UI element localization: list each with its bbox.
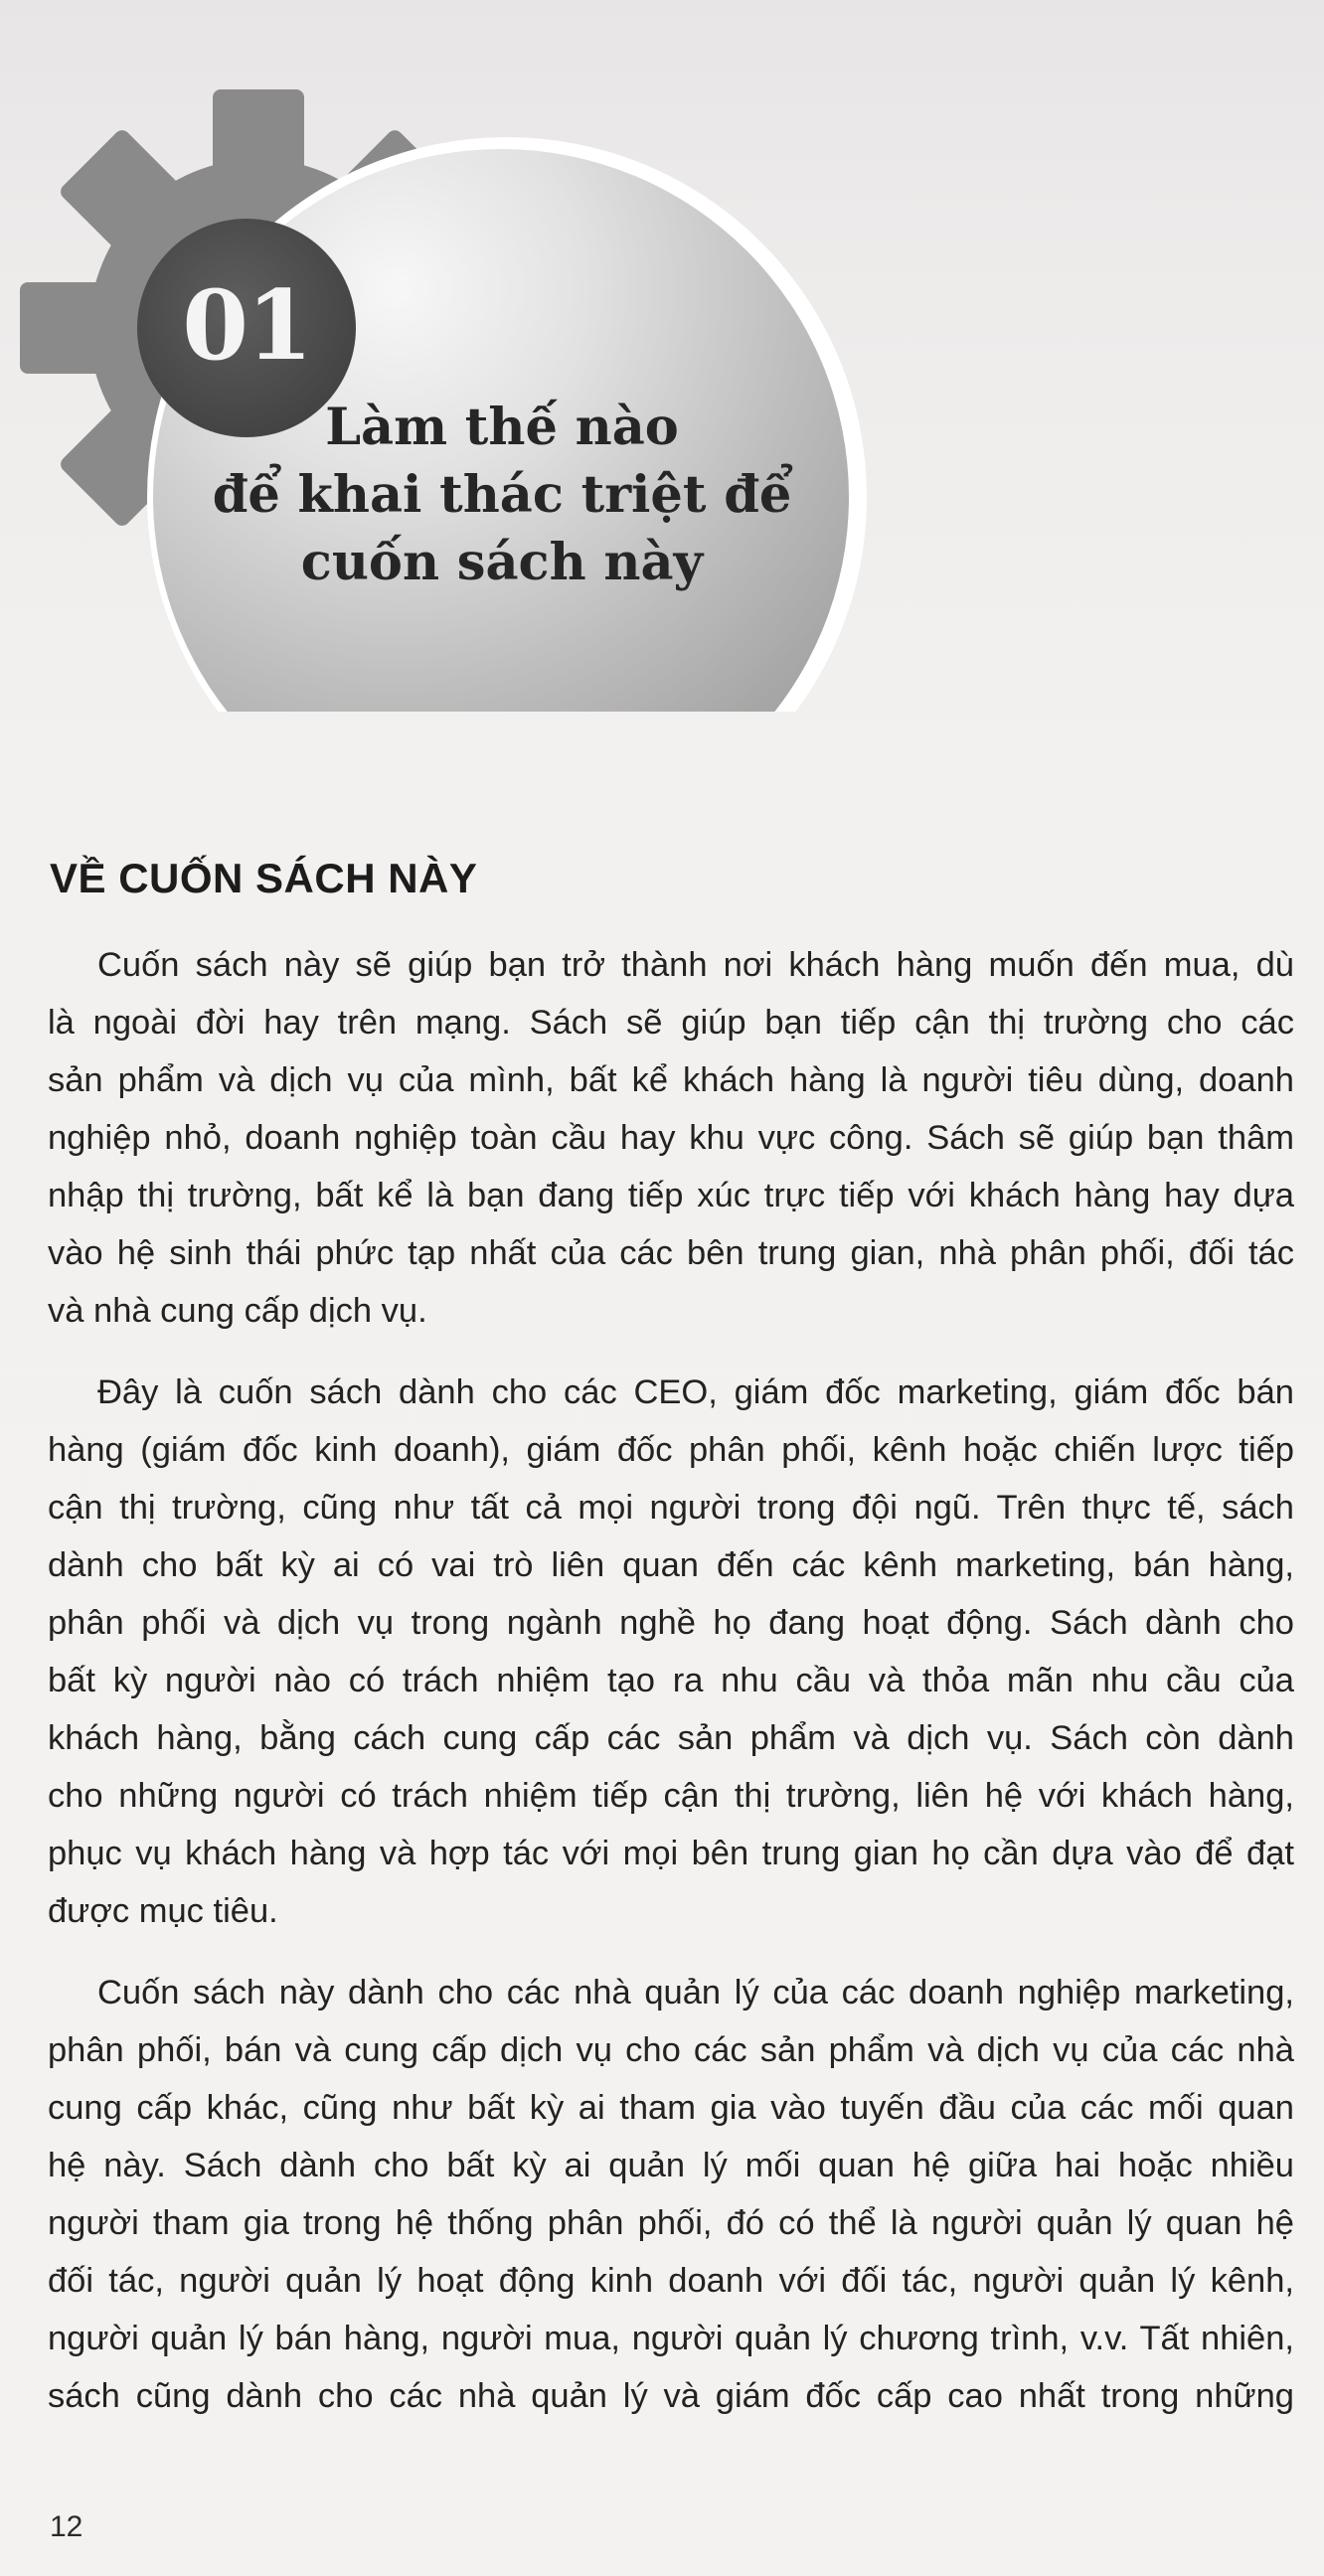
text-line: vào hệ sinh thái phức tạp nhất của các bên trung gian, nhà phân phối, đối tác [48, 1234, 1294, 1272]
chapter-title-line: cuốn sách này [300, 533, 704, 592]
text-line: cho những người có trách nhiệm tiếp cận thị trường, liên hệ với khách hàng, [48, 1777, 1294, 1815]
chapter-title-line: Làm thế nào [325, 398, 679, 457]
paragraph [48, 936, 1294, 1340]
paragraph [48, 1364, 1294, 1940]
paragraph [48, 1964, 1294, 2425]
text-line: sách cũng dành cho các nhà quản lý và giám đốc cấp cao nhất trong những [48, 2377, 1294, 2415]
text-line: người tham gia trong hệ thống phân phối, đó có thể là người quản lý quan hệ [48, 2204, 1294, 2242]
text-line: Cuốn sách này dành cho các nhà quản lý của các doanh nghiệp marketing, [97, 1974, 1294, 2012]
text-line: bất kỳ người nào có trách nhiệm tạo ra nhu cầu và thỏa mãn nhu cầu của [48, 1662, 1294, 1699]
text-line: sản phẩm và dịch vụ của mình, bất kể khách hàng là người tiêu dùng, doanh [48, 1061, 1294, 1099]
text-line: phân phối, bán và cung cấp dịch vụ cho các sản phẩm và dịch vụ của các nhà [48, 2031, 1294, 2069]
text-line: người quản lý bán hàng, người mua, người quản lý chương trình, v.v. Tất nhiên, [48, 2320, 1294, 2357]
section-heading: VỀ CUỐN SÁCH NÀY [50, 855, 478, 901]
text-line: là ngoài đời hay trên mạng. Sách sẽ giúp bạn tiếp cận thị trường cho các [48, 1004, 1294, 1042]
body-text [48, 936, 1294, 2449]
text-line: cận thị trường, cũng như tất cả mọi người trong đội ngũ. Trên thực tế, sách [48, 1489, 1294, 1527]
text-line: dành cho bất kỳ ai có vai trò liên quan đến các kênh marketing, bán hàng, [48, 1546, 1294, 1584]
page-number: 12 [50, 2510, 83, 2543]
text-line: nhập thị trường, bất kể là bạn đang tiếp xúc trực tiếp với khách hàng hay dựa [48, 1177, 1294, 1214]
text-line: phục vụ khách hàng và hợp tác với mọi bên trung gian họ cần dựa vào để đạt [48, 1835, 1294, 1872]
text-line: khách hàng, bằng cách cung cấp các sản phẩm và dịch vụ. Sách còn dành [48, 1719, 1294, 1757]
chapter-title [179, 394, 825, 596]
text-line: và nhà cung cấp dịch vụ. [48, 1292, 427, 1330]
chapter-title-line: để khai thác triệt để [212, 465, 792, 525]
text-line: đối tác, người quản lý hoạt động kinh doanh với đối tác, người quản lý kênh, [48, 2262, 1294, 2300]
text-line: phân phối và dịch vụ trong ngành nghề họ đang hoạt động. Sách dành cho [48, 1604, 1294, 1642]
chapter-number: 01 [182, 269, 311, 382]
text-line: Đây là cuốn sách dành cho các CEO, giám đốc marketing, giám đốc bán [97, 1373, 1294, 1411]
text-line: Cuốn sách này sẽ giúp bạn trở thành nơi khách hàng muốn đến mua, dù [97, 946, 1294, 984]
text-line: cung cấp khác, cũng như bất kỳ ai tham gia vào tuyến đầu của các mối quan [48, 2089, 1294, 2127]
text-line: nghiệp nhỏ, doanh nghiệp toàn cầu hay khu vực công. Sách sẽ giúp bạn thâm [48, 1119, 1294, 1157]
text-line: được mục tiêu. [48, 1892, 278, 1930]
text-line: hàng (giám đốc kinh doanh), giám đốc phân phối, kênh hoặc chiến lược tiếp [48, 1431, 1294, 1469]
chapter-header [0, 0, 1324, 755]
text-line: hệ này. Sách dành cho bất kỳ ai quản lý mối quan hệ giữa hai hoặc nhiều [48, 2147, 1294, 2184]
